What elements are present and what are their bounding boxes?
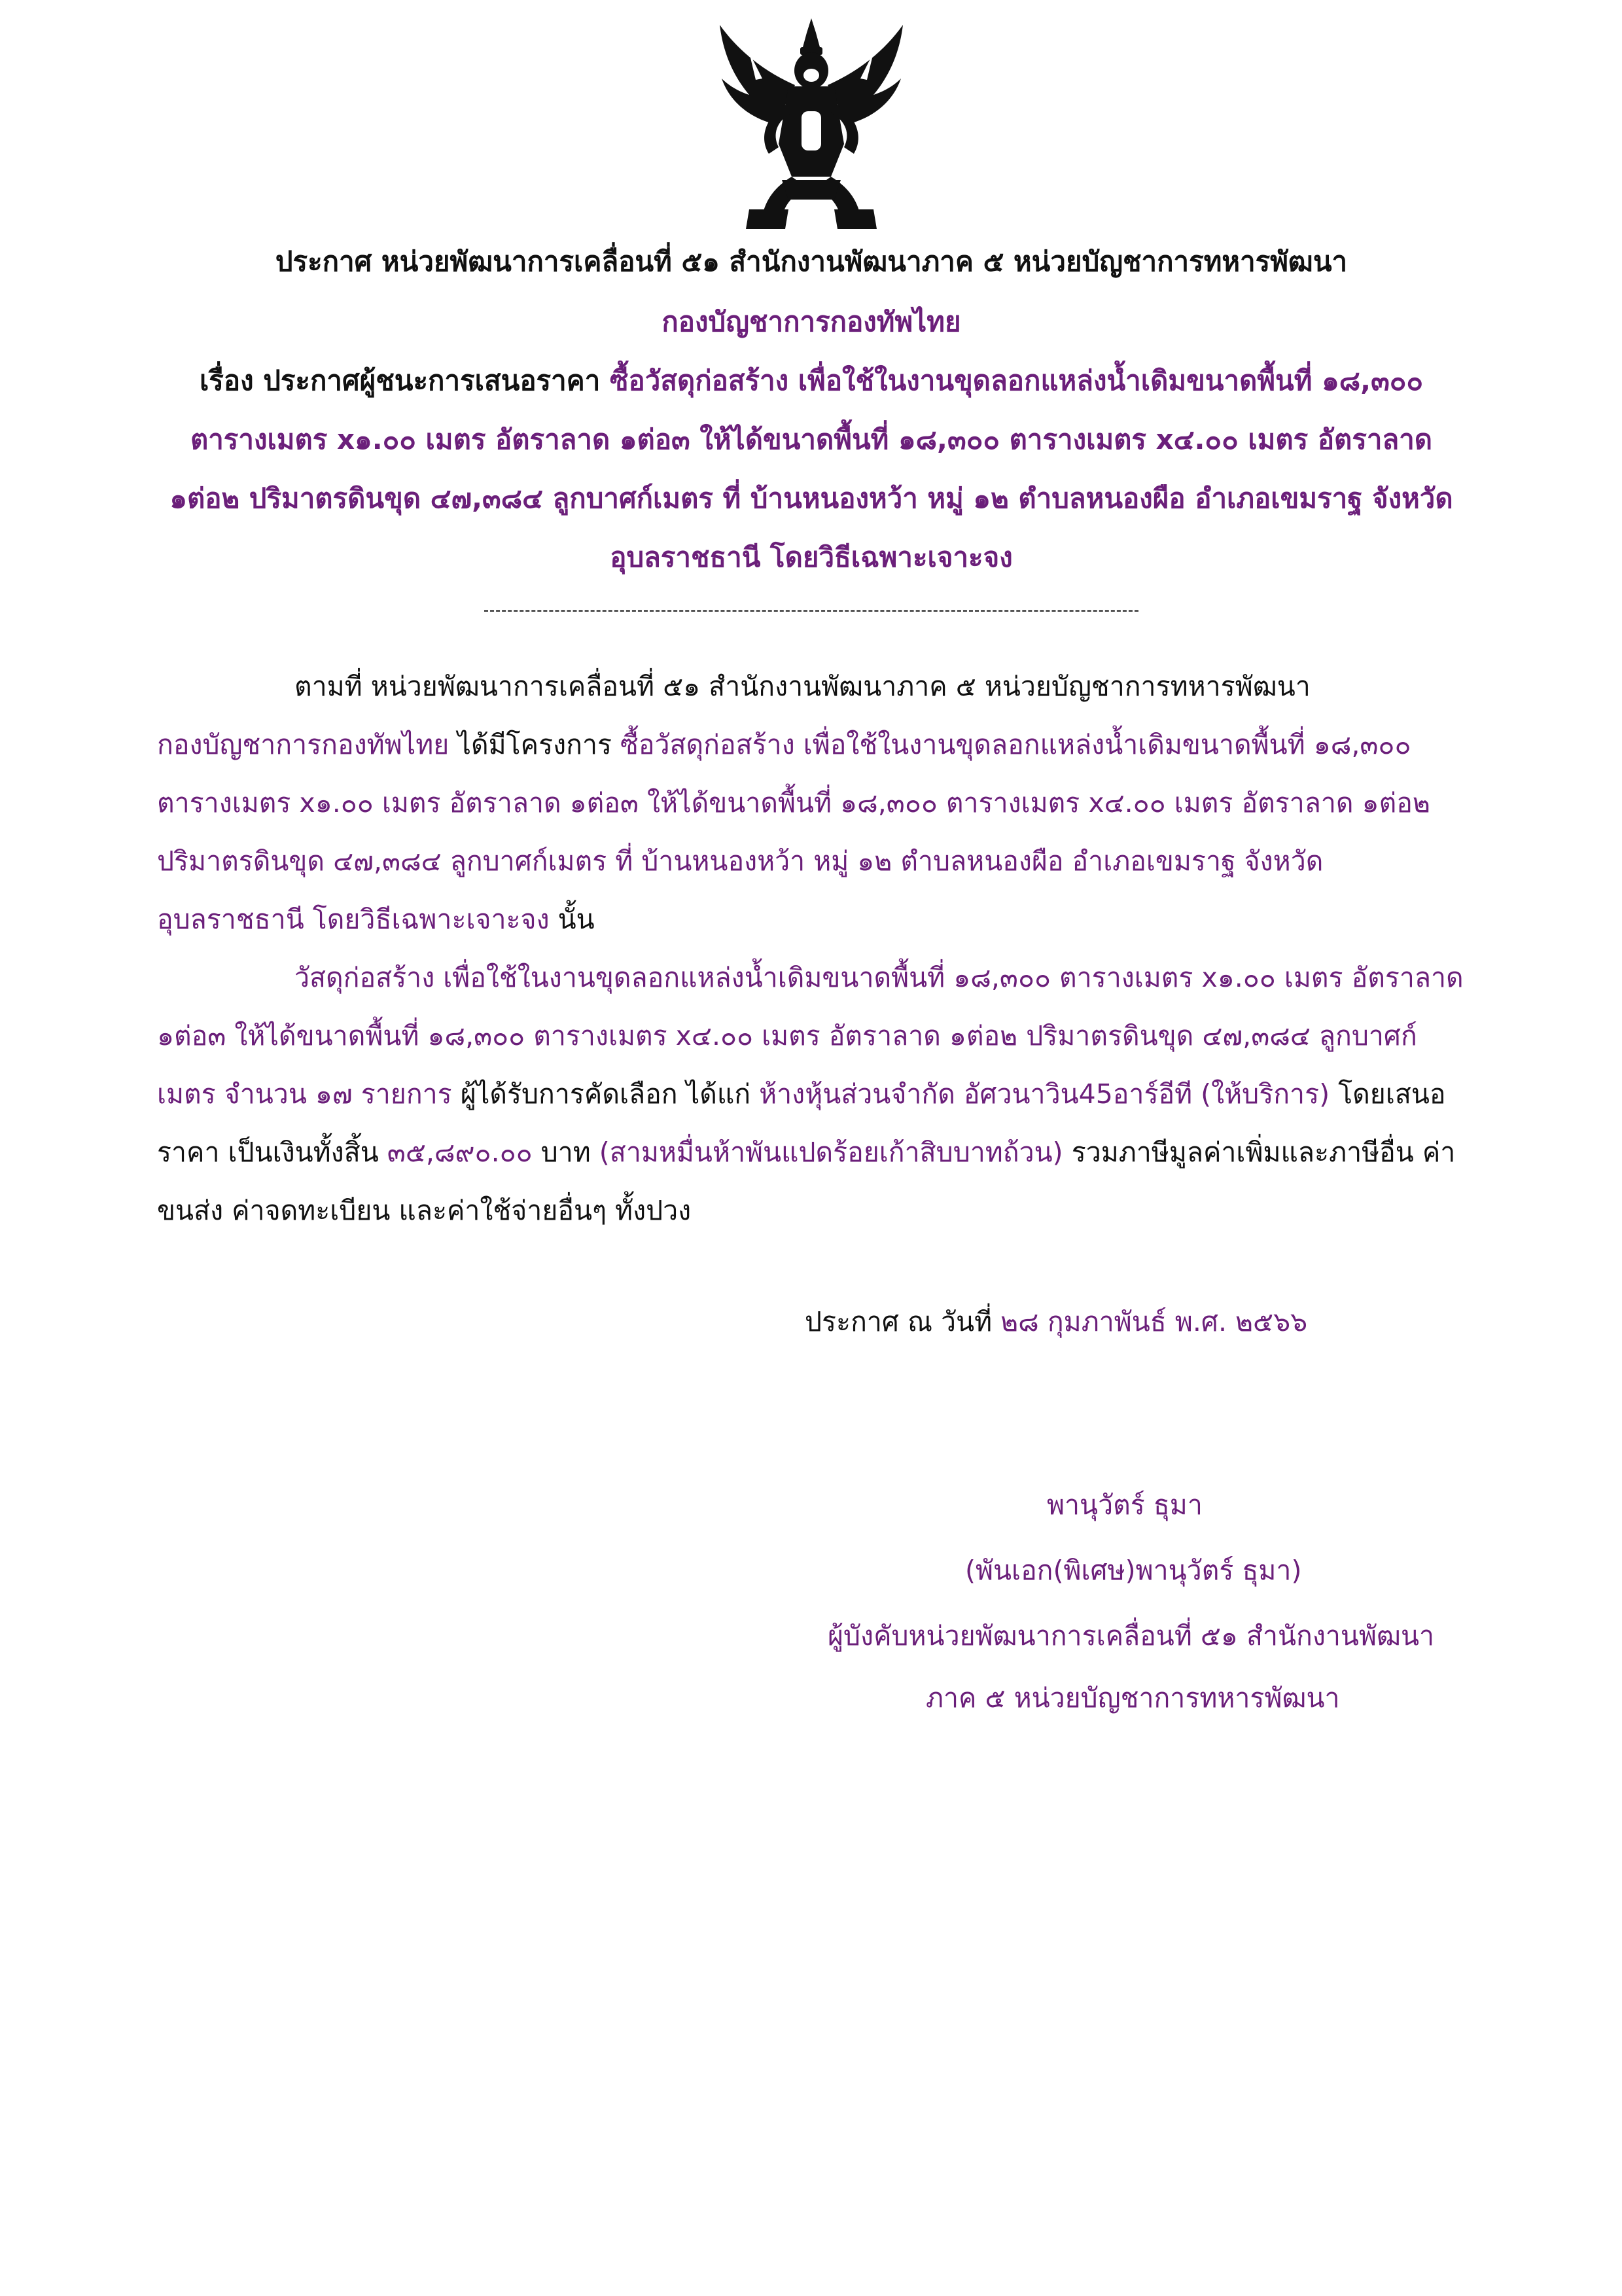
- item-count: เมตร จำนวน ๑๗ รายการ: [157, 1078, 452, 1110]
- subject-prefix: เรื่อง ประกาศผู้ชนะการเสนอราคา: [199, 364, 601, 397]
- para1-line-5: [157, 891, 1466, 949]
- signature-name: พานุวัตร์ ธุมา: [1047, 1489, 1203, 1521]
- signature-title-line-2: ภาค ๕ หน่วยบัญชาการทหารพัฒนา: [926, 1682, 1340, 1714]
- signature-title-line-1: ผู้บังคับหน่วยพัฒนาการเคลื่อนที่ ๕๑ สำนักงานพัฒนา: [828, 1620, 1435, 1651]
- body-paragraph-2: [157, 949, 1466, 1240]
- para1-line-3: ตารางเมตร x๑.๐๐ เมตร อัตราลาด ๑ต่อ๓ ให้ได้ขนาดพื้นที่ ๑๘,๓๐๐ ตารางเมตร x๔.๐๐ เมตร อัตราลาด ๑ต่อ๒: [157, 787, 1430, 819]
- announcement-header-line-2: กองบัญชาการกองทัพไทย: [661, 306, 961, 338]
- para2-line-5: ขนส่ง ค่าจดทะเบียน และค่าใช้จ่ายอื่นๆ ทั้งปวง: [157, 1195, 692, 1226]
- announcement-subject-line-1: [118, 361, 1505, 400]
- winner-name: ห้างหุ้นส่วนจำกัด อัศวนาวิน45อาร์อีที (ให้บริการ): [759, 1078, 1330, 1110]
- para2-line-4: [157, 1123, 1466, 1182]
- org-name: กองบัญชาการกองทัพไทย: [157, 729, 450, 760]
- para1-line-4: ปริมาตรดินขุด ๔๗,๓๘๔ ลูกบาศก์เมตร ที่ บ้านหนองหว้า หมู่ ๑๒ ตำบลหนองผือ อำเภอเขมราฐ จังหวัด: [157, 845, 1324, 877]
- method-text: อุบลราชธานี โดยวิธีเฉพาะเจาะจง: [157, 904, 550, 935]
- announcement-subject-line-3: ๑ต่อ๒ ปริมาตรดินขุด ๔๗,๓๘๔ ลูกบาศก์เมตร ที่ บ้านหนองหว้า หมู่ ๑๒ ตำบลหนองผือ อำเภอเขมราฐ จังหวัด: [169, 482, 1453, 514]
- para1-line-1: ตามที่ หน่วยพัฒนาการเคลื่อนที่ ๕๑ สำนักงานพัฒนาภาค ๕ หน่วยบัญชาการทหารพัฒนา: [294, 671, 1311, 702]
- para2-line-1: วัสดุก่อสร้าง เพื่อใช้ในงานขุดลอกแหล่งน้ำเดิมขนาดพื้นที่ ๑๘,๓๐๐ ตารางเมตร x๑.๐๐ เมตร อัตราลาด: [294, 962, 1464, 993]
- project-label: ได้มีโครงการ: [449, 729, 621, 760]
- announcement-subject-line-4: อุบลราชธานี โดยวิธีเฉพาะเจาะจง: [610, 541, 1013, 573]
- para1-line-2: [157, 716, 1466, 774]
- announcement-date: [805, 1302, 1307, 1341]
- announcement-subject-line-2: ตารางเมตร x๑.๐๐ เมตร อัตราลาด ๑ต่อ๓ ให้ได้ขนาดพื้นที่ ๑๘,๓๐๐ ตารางเมตร x๔.๐๐ เมตร อัตราลาด: [190, 423, 1433, 455]
- para2-line-3: [157, 1065, 1466, 1123]
- currency-label: บาท: [532, 1137, 599, 1168]
- garuda-emblem-icon: [703, 13, 919, 239]
- subject-text: ซื้อวัสดุก่อสร้าง เพื่อใช้ในงานขุดลอกแหล่งน้ำเดิมขนาดพื้นที่ ๑๘,๓๐๐: [610, 364, 1424, 397]
- offer-label: โดยเสนอ: [1330, 1078, 1446, 1110]
- para1-ending: นั้น: [549, 904, 595, 935]
- date-value: ๒๘ กุมภาพันธ์ พ.ศ. ๒๕๖๖: [1000, 1306, 1308, 1337]
- announcement-header-line-1: ประกาศ หน่วยพัฒนาการเคลื่อนที่ ๕๑ สำนักงานพัฒนาภาค ๕ หน่วยบัญชาการทหารพัฒนา: [275, 245, 1348, 277]
- total-label: ราคา เป็นเงินทั้งสิ้น: [157, 1137, 387, 1168]
- body-paragraph-1: [157, 658, 1466, 949]
- separator-line: [484, 610, 1138, 612]
- tax-note: รวมภาษีมูลค่าเพิ่มและภาษีอื่น ค่า: [1063, 1137, 1456, 1168]
- date-label: ประกาศ ณ วันที่: [805, 1306, 1001, 1337]
- winner-label: ผู้ได้รับการคัดเลือก ได้แก่: [451, 1078, 760, 1110]
- project-text: ซื้อวัสดุก่อสร้าง เพื่อใช้ในงานขุดลอกแหล่งน้ำเดิมขนาดพื้นที่ ๑๘,๓๐๐: [620, 729, 1411, 760]
- total-amount: ๓๕,๘๙๐.๐๐: [387, 1137, 533, 1168]
- amount-in-words: (สามหมื่นห้าพันแปดร้อยเก้าสิบบาทถ้วน): [599, 1137, 1063, 1168]
- signature-full-name: (พันเอก(พิเศษ)พานุวัตร์ ธุมา): [965, 1555, 1302, 1586]
- para2-line-2: ๑ต่อ๓ ให้ได้ขนาดพื้นที่ ๑๘,๓๐๐ ตารางเมตร x๔.๐๐ เมตร อัตราลาด ๑ต่อ๒ ปริมาตรดินขุด ๔๗,๓๘๔ ลูกบาศก์: [157, 1020, 1417, 1051]
